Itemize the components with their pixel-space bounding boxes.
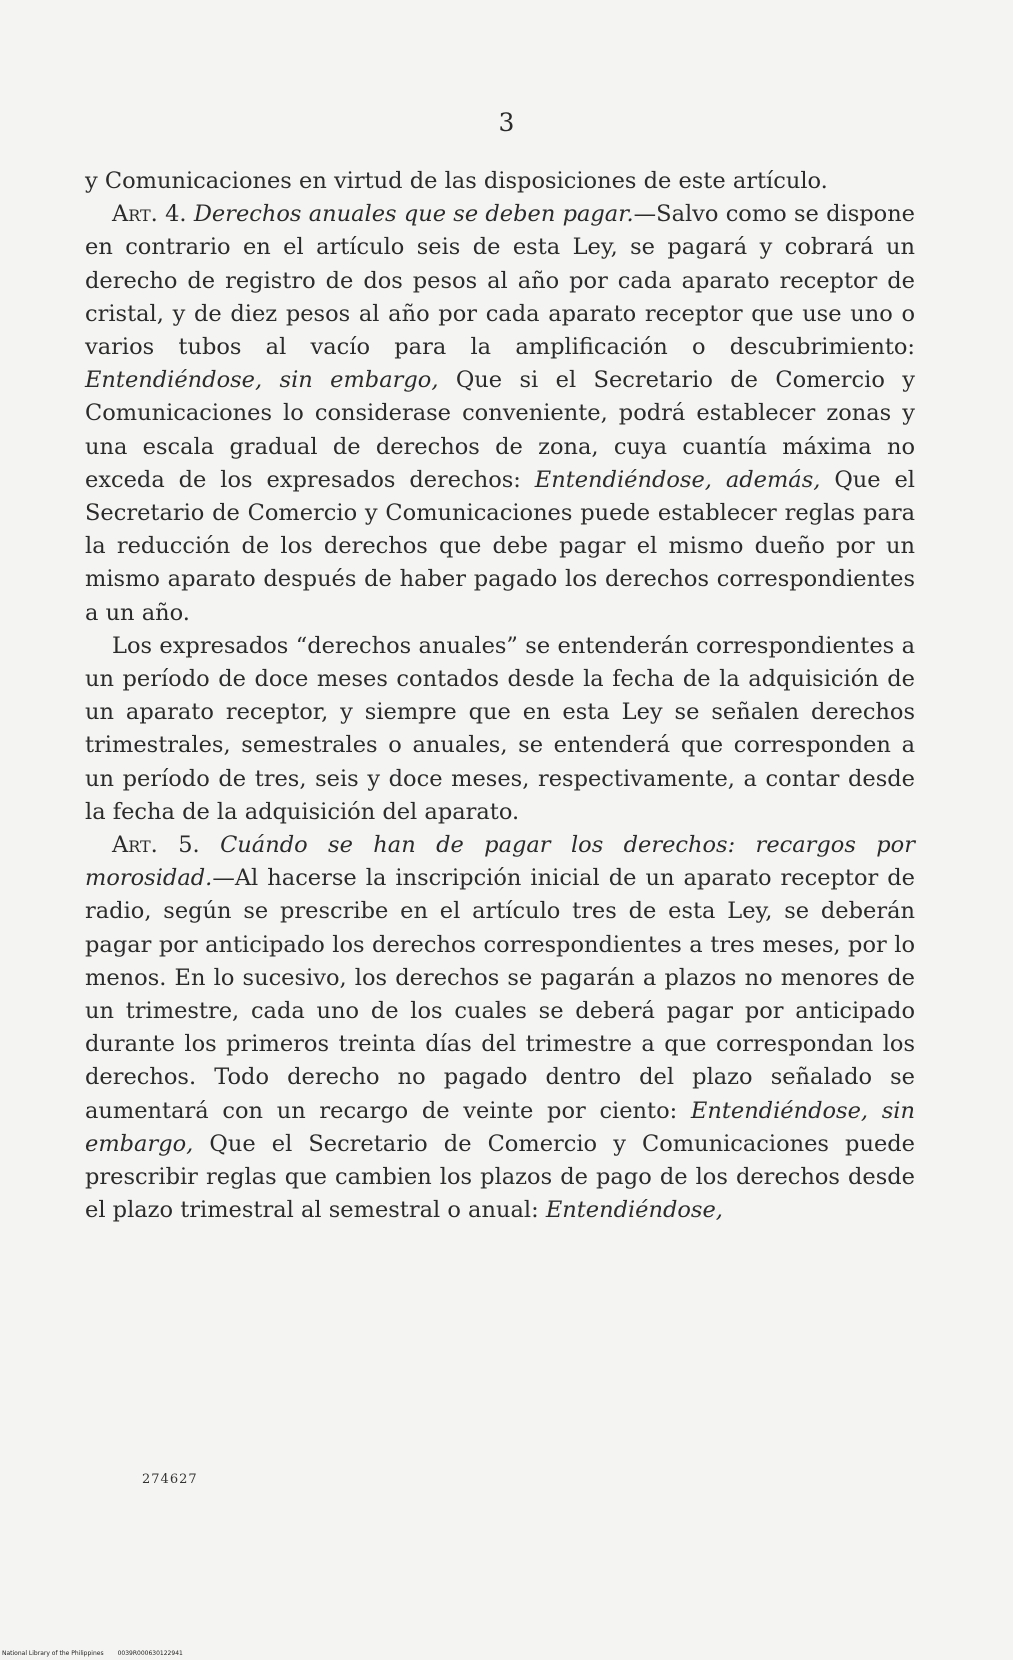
paragraph-text: —Salvo como se dispone en contrario en el artículo seis de esta Ley, se pagará y cobrará un derecho de registro de dos pesos al año por cada aparato receptor de cristal, y de diez pesos al año por cada aparato receptor que use uno o varios tubos al vacío para la amplificación o descubrimiento:	[85, 201, 915, 361]
paragraph-text: Que si el Secretario de Comercio y Comunicaciones lo considerase conveniente, podrá establecer zonas y una escala gradual de derechos de zona, cuya cuantía máxima no exceda de los expresados derechos:	[85, 367, 915, 493]
paragraph-text: Que el Secretario de Comercio y Comunicaciones puede prescribir reglas que cambien los plazos de pago de los derechos desde el plazo trimestral al semestral o anual:	[85, 1130, 915, 1224]
article-heading: Cuándo se han de pagar los derechos: recargos por morosidad.	[85, 832, 915, 892]
article-heading: Derechos anuales que se deben pagar.	[193, 201, 634, 228]
library-name: National Library of the Philippines	[2, 1650, 104, 1657]
paragraph-text: —Al hacerse la inscripción inicial de un aparato receptor de radio, según se prescribe en el artículo tres de esta Ley, se deberán pagar por anticipado los derechos correspondientes a tres meses, por lo menos. En lo sucesivo, los derechos se pagarán a plazos no menores de un trimestre, cada uno de los cuales se deberá pagar por anticipado durante los primeros treinta días del trimestre a que correspondan los derechos. Todo derecho no pagado dentro del plazo señalado se aumentará con un recargo de veinte por ciento:	[85, 865, 915, 1124]
proviso-phrase: Entendiéndose, además,	[534, 466, 821, 493]
proviso-phrase: Entendiéndose, sin embargo,	[85, 1097, 915, 1157]
page-number: 3	[498, 108, 515, 137]
paragraph-text: Los expresados “derechos anuales” se entenderán correspondientes a un período de doce meses contados desde la fecha de la adquisición de un aparato receptor, y siempre que en esta Ley se señalen derechos trimestrales, semestrales o anuales, se entenderá que corresponden a un período de tres, seis y doce meses, respectivamente, a contar desde la fecha de la adquisición del aparato.	[85, 632, 915, 825]
paragraph-continuation	[85, 165, 915, 198]
proviso-phrase: Entendiéndose,	[545, 1197, 723, 1224]
article-label: Art. 5.	[112, 832, 200, 859]
article-5-paragraph	[85, 829, 915, 1227]
article-4-paragraph	[85, 198, 915, 630]
body-text	[85, 165, 915, 1228]
microfilm-tag	[2, 1650, 197, 1657]
paragraph-text: Que el Secretario de Comercio y Comunicaciones puede establecer reglas para la reducción de los derechos que debe pagar el mismo dueño por un mismo aparato después de haber pagado los derechos correspondientes a un año.	[85, 466, 915, 626]
paragraph-text: y Comunicaciones en virtud de las disposiciones de este artículo.	[85, 168, 828, 194]
microfilm-code: 0039R000630122941	[117, 1650, 183, 1657]
article-label: Art. 4.	[112, 201, 187, 228]
annual-fees-paragraph	[85, 630, 915, 829]
proviso-phrase: Entendiéndose, sin embargo,	[85, 367, 439, 394]
printer-code: 274627	[142, 1472, 198, 1487]
